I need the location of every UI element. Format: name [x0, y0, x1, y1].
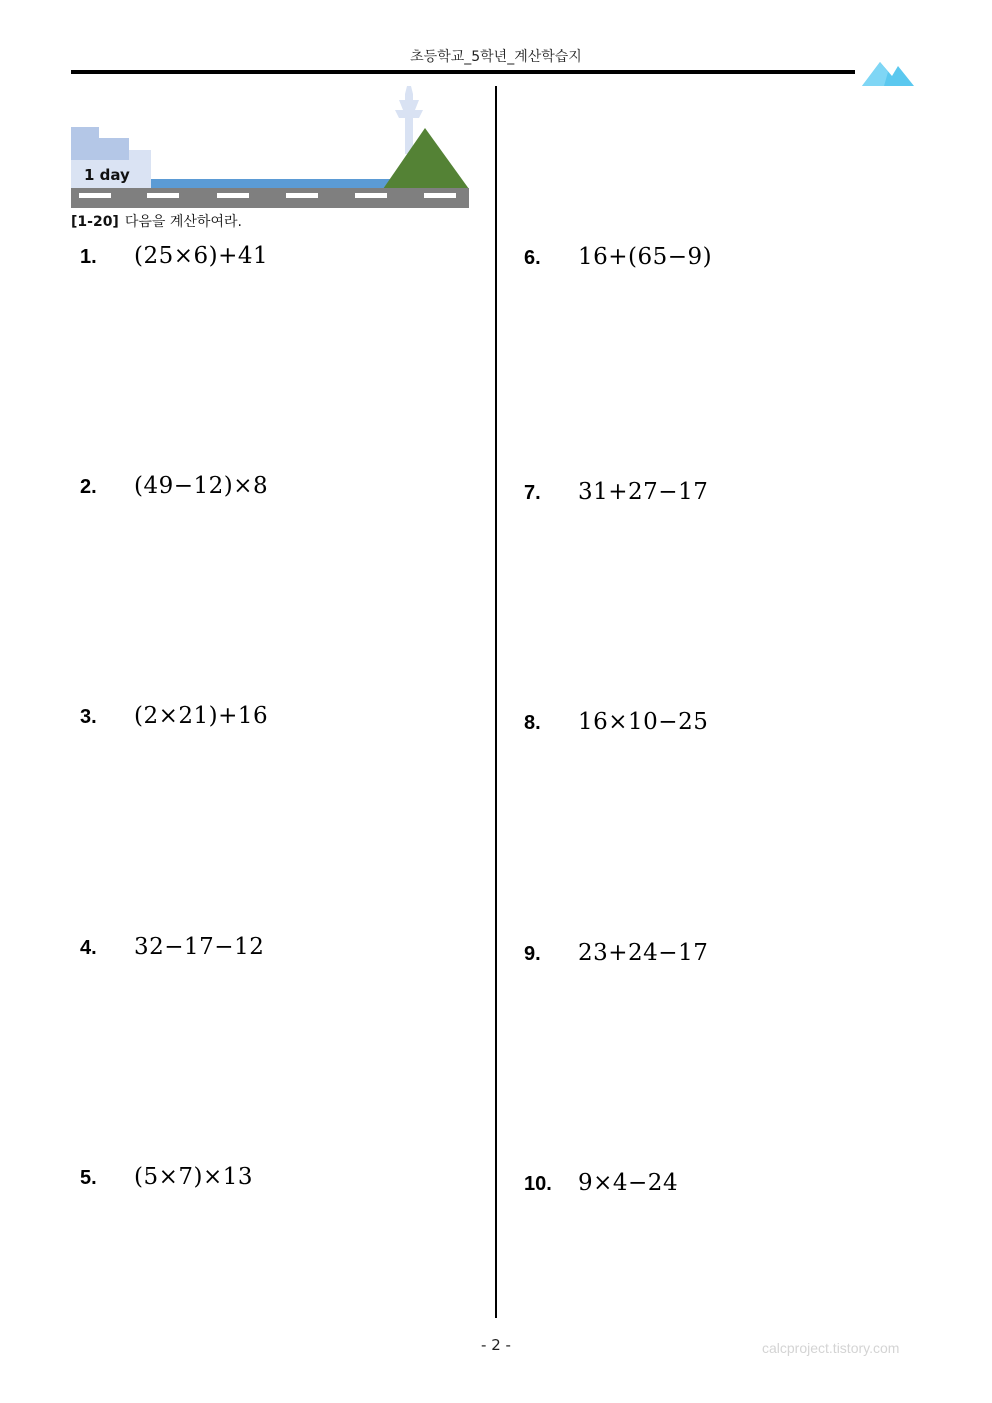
- problem-number: 1.: [80, 246, 97, 268]
- column-divider: [495, 86, 497, 1318]
- problem-number: 4.: [80, 937, 97, 959]
- problem-expression: 16×10−25: [578, 709, 709, 735]
- problem-9: [524, 940, 708, 972]
- problem-number: 8.: [524, 712, 541, 734]
- problem-3: [80, 703, 268, 735]
- watermark: calcproject.tistory.com: [762, 1340, 900, 1356]
- instruction-range: [1-20]: [71, 214, 119, 230]
- problem-number: 9.: [524, 943, 541, 965]
- problem-expression: (5×7)×13: [134, 1164, 254, 1190]
- problem-2: [80, 473, 268, 505]
- problem-7: [524, 479, 708, 511]
- instruction-text: 다음을 계산하여라.: [124, 214, 242, 230]
- page-number: - 2 -: [481, 1336, 511, 1354]
- problem-expression: 23+24−17: [578, 940, 709, 966]
- instruction: [71, 211, 242, 231]
- problem-expression: 16+(65−9): [578, 244, 713, 270]
- river: [151, 179, 391, 188]
- problem-number: 7.: [524, 482, 541, 504]
- mountain-icon: [862, 58, 914, 86]
- problem-number: 2.: [80, 476, 97, 498]
- header-rule: [71, 70, 855, 74]
- mountain-icon: [383, 128, 469, 189]
- problem-expression: (25×6)+41: [134, 243, 269, 269]
- road-icon: [71, 188, 469, 208]
- problem-expression: (2×21)+16: [134, 703, 269, 729]
- problem-6: [524, 244, 712, 276]
- problem-5: [80, 1164, 253, 1196]
- problem-expression: (49−12)×8: [134, 473, 269, 499]
- page-title: 초등학교_5학년_계산학습지: [410, 49, 582, 65]
- problem-number: 6.: [524, 247, 541, 269]
- problem-expression: 31+27−17: [578, 479, 709, 505]
- problem-number: 5.: [80, 1167, 97, 1189]
- problem-number: 10.: [524, 1173, 552, 1195]
- problem-8: [524, 709, 708, 741]
- problem-10: [524, 1170, 678, 1202]
- problem-number: 3.: [80, 706, 97, 728]
- problem-1: [80, 243, 268, 275]
- day-label: 1 day: [84, 166, 130, 184]
- day-banner: [71, 86, 469, 210]
- problem-expression: 9×4−24: [578, 1170, 679, 1196]
- problem-4: [80, 934, 264, 966]
- problem-expression: 32−17−12: [134, 934, 265, 960]
